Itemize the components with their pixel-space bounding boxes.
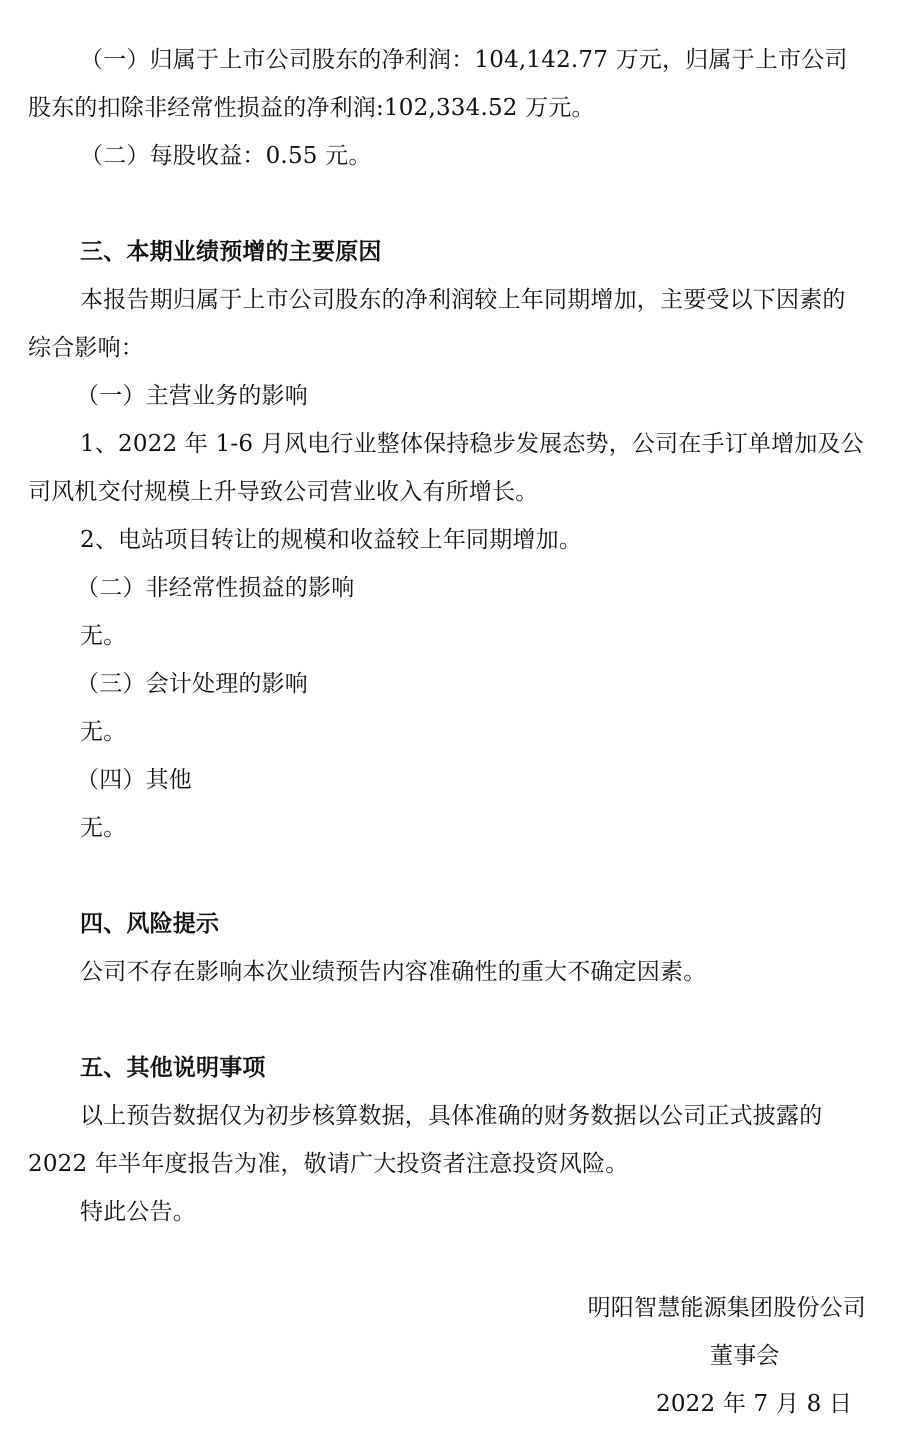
other-text: 无。 (80, 815, 127, 841)
other-matters-line-2: 2022 年半年度报告为准，敬请广大投资者注意投资风险。 (28, 1151, 629, 1177)
subheading-main-business: （一）主营业务的影响 (76, 383, 308, 409)
subheading-other: （四）其他 (76, 767, 192, 793)
point-2-line: 2、电站项目转让的规模和收益较上年同期增加。 (80, 527, 583, 553)
section-3-heading: 三、本期业绩预增的主要原因 (80, 239, 382, 265)
eps-line: （二）每股收益：0.55 元。 (80, 143, 372, 169)
point-1-line-1: 1、2022 年 1-6 月风电行业整体保持稳步发展态势，公司在手订单增加及公 (80, 431, 864, 457)
other-matters-line-1: 以上预告数据仅为初步核算数据，具体准确的财务数据以公司正式披露的 (80, 1103, 823, 1129)
non-recurring-text: 无。 (80, 623, 127, 649)
board-label: 董事会 (710, 1343, 780, 1369)
section-3-intro-line-2: 综合影响： (28, 335, 144, 361)
section-5-heading: 五、其他说明事项 (80, 1055, 266, 1081)
net-profit-line-1: （一）归属于上市公司股东的净利润：104,142.77 万元，归属于上市公司 (80, 47, 848, 73)
accounting-text: 无。 (80, 719, 127, 745)
section-3-intro-line-1: 本报告期归属于上市公司股东的净利润较上年同期增加，主要受以下因素的 (80, 287, 846, 313)
section-4-heading: 四、风险提示 (80, 911, 220, 937)
subheading-non-recurring: （二）非经常性损益的影响 (76, 575, 355, 601)
risk-text: 公司不存在影响本次业绩预告内容准确性的重大不确定因素。 (80, 959, 707, 985)
company-name: 明阳智慧能源集团股份公司 (587, 1295, 866, 1321)
subheading-accounting: （三）会计处理的影响 (76, 671, 308, 697)
announcement-date: 2022 年 7 月 8 日 (656, 1391, 853, 1417)
point-1-line-2: 司风机交付规模上升导致公司营业收入有所增长。 (28, 479, 539, 505)
closing-statement: 特此公告。 (80, 1199, 196, 1225)
net-profit-line-2: 股东的扣除非经常性损益的净利润:102,334.52 万元。 (28, 95, 595, 121)
